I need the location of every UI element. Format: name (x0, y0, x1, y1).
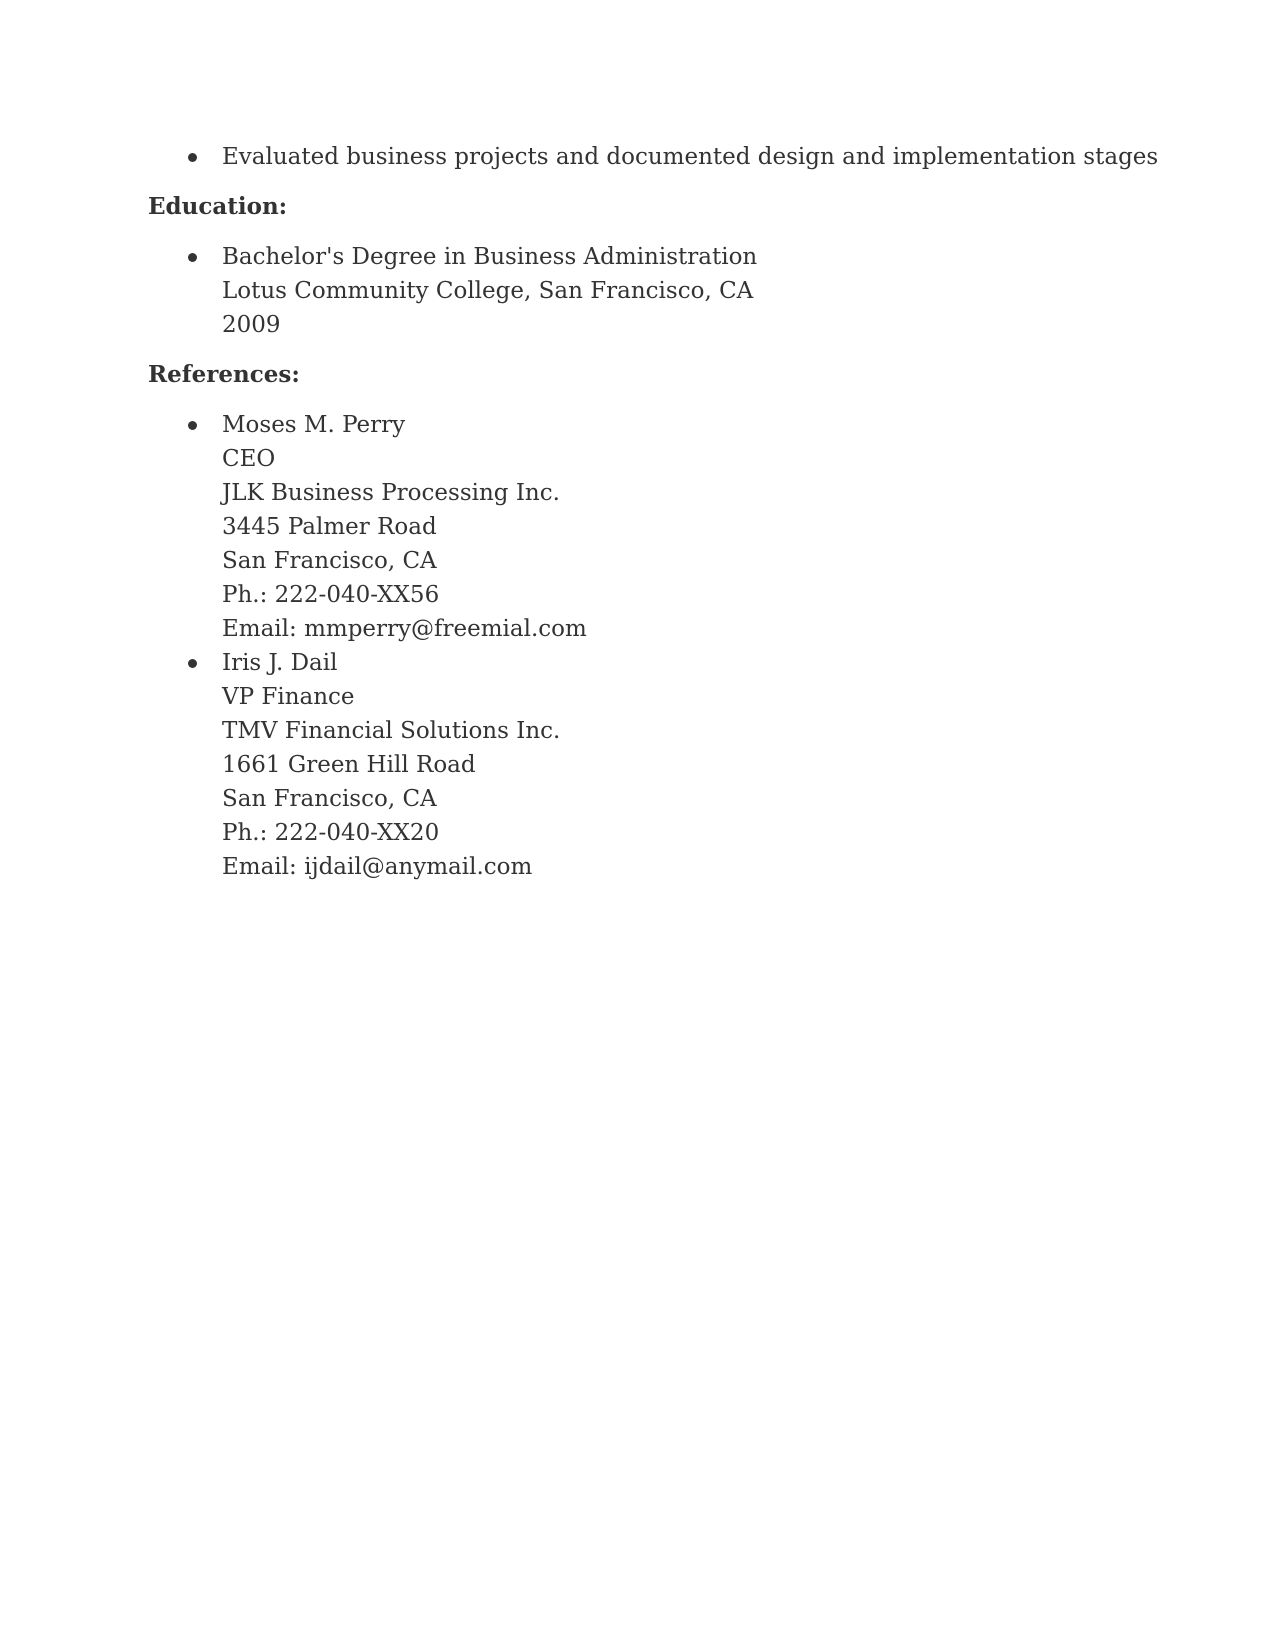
reference-title: VP Finance (222, 684, 355, 710)
reference-title: CEO (222, 446, 276, 472)
reference-email: Email: ijdail@anymail.com (222, 854, 533, 880)
references-heading: References: (148, 361, 300, 388)
reference-company: TMV Financial Solutions Inc. (222, 718, 561, 744)
bullet-icon (188, 421, 197, 430)
education-list (148, 240, 1148, 342)
experience-bullet-text: Evaluated business projects and documented design and implementation stages (222, 144, 1159, 170)
reference-company: JLK Business Processing Inc. (222, 480, 560, 506)
reference-phone: Ph.: 222-040-XX20 (222, 820, 440, 846)
reference-address: 1661 Green Hill Road (222, 752, 476, 778)
reference-email: Email: mmperry@freemial.com (222, 616, 587, 642)
reference-item (148, 408, 1148, 646)
experience-bullet-list (148, 140, 1159, 174)
education-year: 2009 (222, 312, 281, 338)
references-list (148, 408, 1148, 884)
reference-address: 3445 Palmer Road (222, 514, 437, 540)
reference-name: Moses M. Perry (222, 412, 406, 438)
bullet-icon (188, 153, 197, 162)
reference-city: San Francisco, CA (222, 548, 437, 574)
reference-city: San Francisco, CA (222, 786, 437, 812)
education-heading: Education: (148, 193, 288, 220)
bullet-icon (188, 253, 197, 262)
reference-phone: Ph.: 222-040-XX56 (222, 582, 440, 608)
reference-name: Iris J. Dail (222, 650, 338, 676)
resume-content (148, 140, 1159, 884)
bullet-icon (188, 659, 197, 668)
education-item (148, 240, 1148, 342)
education-school: Lotus Community College, San Francisco, CA (222, 278, 754, 304)
experience-bullet (148, 140, 1159, 174)
reference-item (148, 646, 1148, 884)
education-degree: Bachelor's Degree in Business Administration (222, 244, 758, 270)
